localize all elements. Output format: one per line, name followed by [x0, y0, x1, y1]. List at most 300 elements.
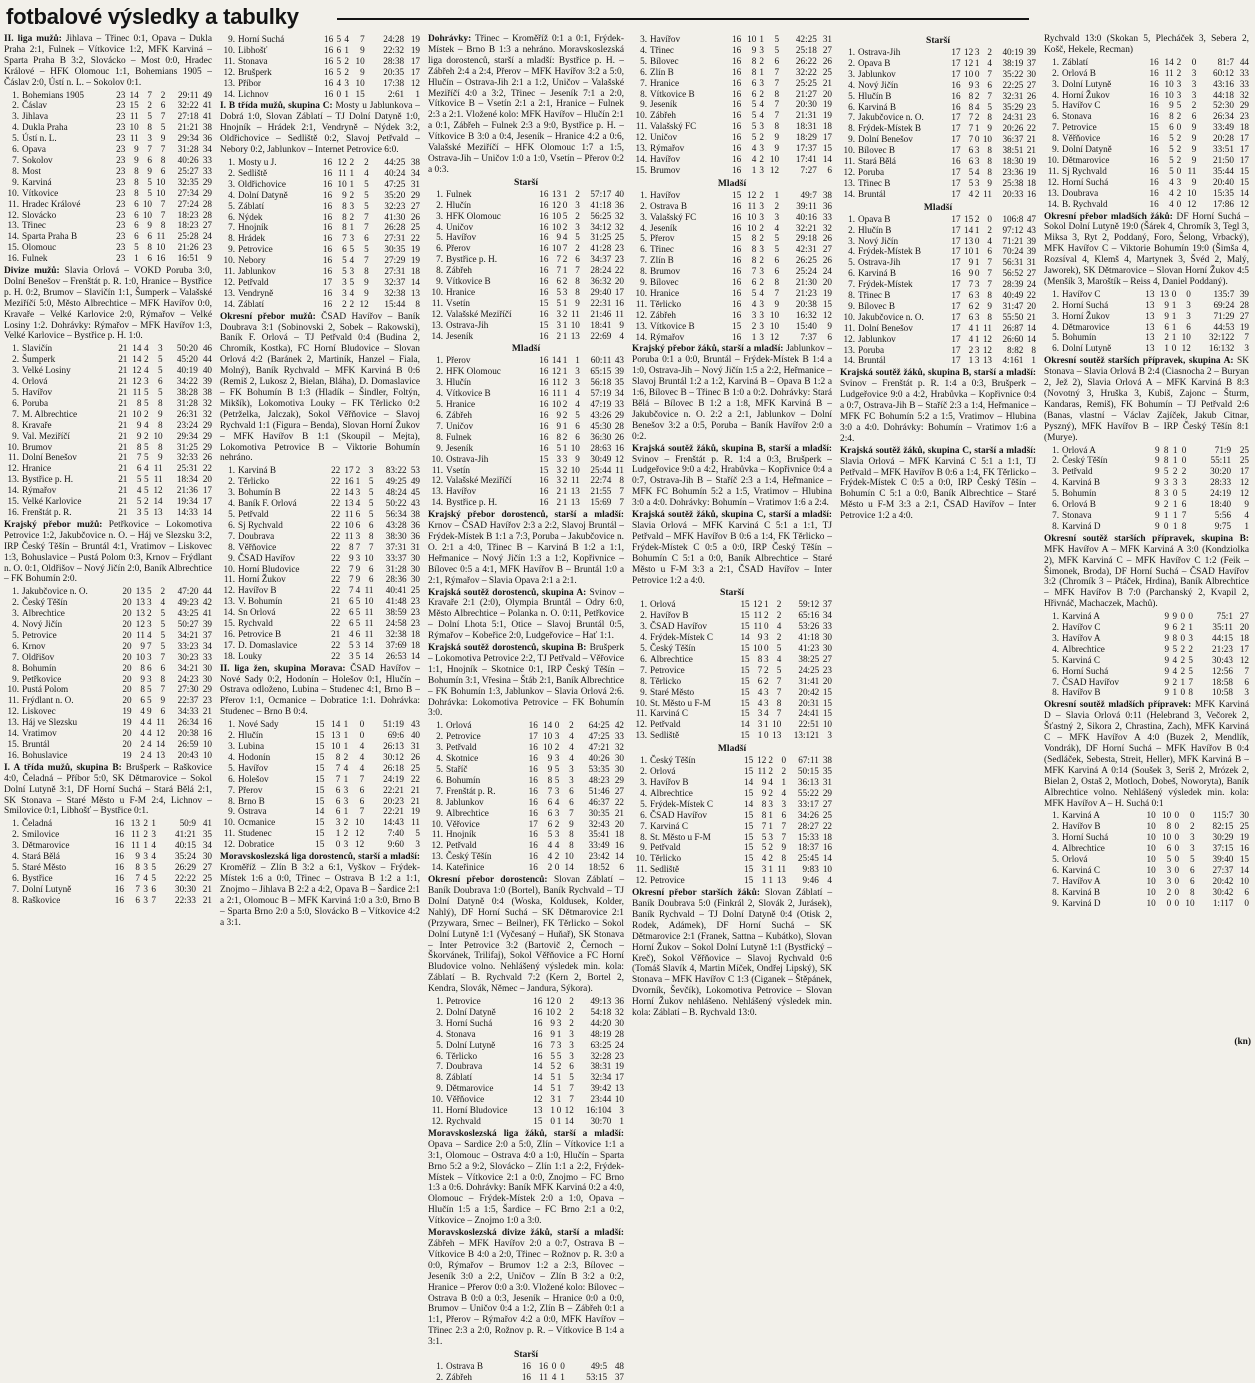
team-name: Karviná B [858, 268, 897, 279]
score: 18:29 [795, 132, 817, 143]
games-played: 16 [528, 764, 538, 774]
games-played: 16 [322, 167, 333, 178]
points: 27 [202, 220, 212, 231]
draws: 2 [143, 818, 148, 829]
team-name: Český Těšín [650, 643, 696, 654]
losses: 5 [364, 189, 369, 200]
points: 41 [202, 111, 212, 122]
table-row [428, 1372, 624, 1383]
team-name: Vítkovice B [650, 88, 695, 99]
wins: 10 [132, 408, 142, 419]
score: 55:11 [1210, 455, 1232, 466]
rank: 2. [1052, 299, 1059, 310]
draws: 2 [349, 189, 355, 200]
rank: 7. [848, 279, 855, 290]
rank: 1. [640, 755, 647, 766]
table-row [840, 189, 1036, 200]
draws: 5 [554, 774, 560, 785]
points: 39 [1026, 246, 1036, 257]
games-played: 16 [322, 266, 333, 277]
draws: 1 [1172, 444, 1178, 455]
points: 19 [1026, 166, 1036, 177]
score: 7:27 [800, 164, 817, 175]
losses: 10 [772, 719, 782, 730]
table-row [428, 232, 624, 243]
points: 19 [614, 1061, 624, 1072]
draws: 0 [1174, 843, 1180, 854]
points: 21 [202, 894, 212, 905]
results-columns [4, 34, 1252, 1382]
table-row [4, 652, 212, 663]
points: 17 [410, 55, 420, 66]
losses: 6 [158, 376, 163, 387]
score: 30:30 [174, 883, 196, 894]
table-row [220, 531, 420, 542]
points: 47 [1026, 213, 1036, 224]
wins: 5 [550, 1072, 556, 1083]
wins: 9 [757, 632, 763, 643]
wins: 9 [968, 257, 974, 268]
draws: 4 [355, 498, 361, 509]
losses: 8 [987, 145, 993, 156]
points: 32 [202, 408, 212, 419]
wins: 8 [757, 653, 763, 664]
points: 31 [822, 777, 832, 787]
wins: 12 [132, 376, 142, 387]
losses: 7 [569, 1083, 574, 1094]
score: 9:75 [1214, 520, 1232, 531]
score: 40:26 [588, 753, 610, 764]
points: 17 [614, 286, 624, 297]
losses: 6 [160, 706, 166, 717]
score: 35:11 [1212, 622, 1233, 633]
team-name: Petrovice [446, 731, 481, 742]
points: 16 [202, 717, 212, 728]
score: 44:25 [384, 156, 406, 167]
points: 36 [410, 519, 420, 530]
team-name: Dětmarovice [22, 840, 70, 851]
games-played: 22 [331, 607, 341, 618]
score: 21:21 [177, 122, 199, 133]
score: 38:31 [590, 1061, 612, 1072]
games-played: 15 [539, 453, 549, 464]
draws: 2 [143, 354, 149, 365]
score: 25:45 [797, 853, 819, 864]
losses: 13 [155, 749, 166, 760]
score: 35:41 [588, 829, 610, 840]
points: 17 [410, 66, 420, 77]
table-row [220, 233, 420, 244]
team-name: Vítkovice [22, 187, 59, 198]
points: 25 [410, 585, 420, 596]
table-row [4, 188, 212, 199]
rank: 8. [640, 88, 647, 99]
points: 30 [1239, 810, 1249, 821]
points: 14 [410, 276, 420, 287]
rank: 9. [228, 244, 235, 255]
table-row [220, 730, 420, 741]
wins: 2 [140, 739, 145, 749]
games-played: 16 [1149, 176, 1159, 187]
table-row [220, 763, 420, 774]
draws: 0 [562, 199, 568, 210]
match-results: ČSAD Havířov – Nové Sady 0:2, Hodonín – Holešov 0:1, Hlučín – Ostrava odloženo, Lubina – Studenec 4:1, Brno B – Přerov 1:1, Ocmanice – Dobratice 1:1. Dohrávka: Studenec – Brno B 0:4. [220, 663, 420, 718]
draws: 0 [1180, 687, 1186, 698]
points: 38 [202, 387, 212, 397]
draws: 3 [147, 673, 152, 684]
score: 36:32 [590, 276, 612, 287]
team-name: Dolní Datyně [446, 1006, 496, 1017]
team-name: Karviná B [1062, 886, 1101, 897]
losses: 2 [781, 766, 787, 777]
losses: 3 [575, 221, 580, 232]
wins: 4 [140, 717, 145, 728]
match-results: Brušperk – Lokomotiva Petrovice 2:2, TJ Petřvald – Věřovice 1:1, Hnojník – Skotnice 0:1, IRP Český Těšín – Bohumín 3:1, Vřesina – Štáb 2:1, Baník Albrechtice – FK Bohumín 1:3, Jablunkov – Slavia Orlová 2:6. Dohrávka: Lokomotiva Petrovice – FK Bohumín 3:0. [428, 643, 624, 719]
losses: 4 [359, 751, 365, 762]
games-played: 23 [116, 176, 126, 187]
games-played: 15 [740, 664, 750, 675]
wins: 9 [968, 268, 974, 279]
wins: 3 [550, 1094, 556, 1105]
games-played: 15 [533, 1116, 543, 1126]
table-row [4, 597, 212, 608]
points: 9 [827, 320, 832, 331]
wins: 4 [336, 77, 342, 88]
score: 18:23 [177, 209, 199, 220]
points: 26 [410, 211, 420, 222]
losses: 8 [1181, 520, 1187, 531]
draws: 0 [1174, 832, 1180, 843]
losses: 7 [781, 820, 787, 831]
standings-table [4, 586, 212, 761]
table-row [4, 485, 212, 496]
score: 24:58 [385, 618, 407, 629]
wins: 1 [1164, 343, 1170, 354]
competition-name: Moravskoslezská liga dorostenců, starší a mladší: [220, 852, 420, 863]
team-name: Poruba [22, 397, 49, 408]
draws: 2 [1176, 111, 1182, 122]
rank: 4. [12, 619, 19, 630]
rank: 1. [228, 465, 235, 476]
games-played: 19 [122, 717, 132, 728]
wins: 6 [134, 198, 139, 209]
wins: 5 [751, 99, 757, 110]
competition-name: Krajský přebor mužů: [4, 519, 103, 530]
wins: 8 [136, 397, 142, 408]
table-row [1044, 666, 1249, 677]
table-row [220, 201, 420, 212]
draws: 1 [1172, 499, 1178, 510]
rank: 9. [12, 430, 19, 441]
wins: 3 [335, 817, 341, 828]
match-results: Krnov – ČSAD Havířov 2:3 a 2:2, Slavoj Bruntál – Frýdek-Místek B 1:1 a 7:3, Poruba – Jakubčovice n. O. 2:1 a 4:0, Třinec B – Karviná B 1:2 a 1:1, Heřmanice – Nový Jičín 1:3 a 1:2, Kopřivnice – Bílovec 0:5 a 4:1, MFK Havířov B – Bruntál 1:0 a 2:1, Rýmařov – Slavia Opava 2:1 a 2:1. [428, 521, 624, 586]
team-name: Nový Jičín [858, 235, 899, 246]
games-played: 16 [539, 265, 549, 276]
draws: 3 [355, 552, 361, 563]
points: 0 [1244, 897, 1249, 908]
losses: 3 [1189, 843, 1195, 854]
losses: 6 [1189, 875, 1195, 886]
draws: 1 [562, 297, 568, 308]
team-name: Bohemians 1905 [22, 89, 85, 100]
draws: 0 [764, 621, 769, 632]
wins: 1 [335, 828, 341, 839]
points: 8 [619, 475, 624, 486]
games-played: 16 [521, 1371, 532, 1382]
losses: 5 [158, 387, 163, 397]
table-row [220, 67, 420, 78]
wins: 9 [136, 430, 142, 441]
wins: 6 [757, 675, 763, 686]
rank: 6. [228, 519, 235, 530]
score: 9:46 [802, 875, 819, 886]
draws: 2 [562, 410, 568, 420]
match-results: Kroměříž – Zlín B 3:2 a 6:1, Vyškov – Frýdek-Místek 1:6 a 0:0, Třinec – Ostrava B 1:2 a 1:1, Znojmo – Jihlava B 2:2 a 4:2, Opava B – Šardice 2:1 a 2:1, Olomouc B – MFK Karviná 1:0 a 3:0, Brno B – Sparta Brno 2:0 a 5:0, Slovácko B – Vítkovice 4:2 a 3:1. [220, 862, 420, 928]
losses: 8 [575, 276, 580, 287]
losses: 11 [571, 475, 580, 486]
team-name: Hlučín B [858, 90, 892, 101]
rank: 1. [436, 1361, 443, 1372]
team-name: Horní Suchá [1062, 299, 1109, 310]
wins: 14 [551, 355, 562, 366]
wins: 10 [747, 34, 757, 44]
games-played: 15 [744, 842, 754, 853]
losses: 5 [364, 178, 369, 189]
wins: 14 [132, 354, 142, 365]
rank: 15. [7, 496, 19, 507]
games-played: 16 [322, 233, 333, 244]
table-row [4, 507, 212, 518]
score: 35:24 [174, 851, 196, 862]
games-played: 22 [331, 519, 341, 530]
games-played: 16 [732, 266, 742, 277]
losses: 9 [158, 452, 163, 463]
games-played: 17 [951, 112, 961, 123]
games-played: 23 [116, 220, 126, 231]
rank: 4. [436, 1028, 443, 1039]
points: 29 [202, 419, 212, 430]
games-played: 16 [732, 200, 742, 211]
draws: 2 [974, 90, 980, 101]
table-row [840, 279, 1036, 290]
wins: 14 [1164, 56, 1174, 67]
team-name: Bohumín [446, 774, 481, 785]
games-played: 16 [323, 55, 334, 66]
losses: 8 [987, 166, 993, 177]
table-row [1044, 898, 1249, 909]
losses: 6 [575, 420, 580, 431]
games-played: 20 [122, 619, 132, 630]
rank: 11. [635, 298, 647, 309]
points: 3 [619, 1105, 624, 1116]
points: 21 [614, 807, 624, 818]
score: 32:35 [177, 176, 199, 187]
wins: 10 [135, 651, 145, 662]
score: 47:25 [588, 731, 610, 742]
wins: 8 [751, 55, 757, 66]
wins: 7 [335, 762, 341, 773]
losses: 6 [987, 79, 993, 90]
losses: 16 [156, 253, 166, 264]
losses: 2 [987, 224, 993, 235]
wins: 13 [331, 730, 341, 741]
games-played: 15 [315, 741, 325, 751]
points: 17 [202, 485, 212, 496]
team-name: Dobratice [238, 839, 275, 850]
losses: 10 [570, 442, 580, 453]
rank: 13. [431, 851, 443, 862]
losses: 5 [1189, 854, 1195, 865]
points: 34 [614, 388, 624, 399]
score: 44:20 [590, 1017, 612, 1028]
table-row [428, 1361, 624, 1372]
points: 29 [614, 410, 624, 420]
rank: 2. [640, 766, 647, 777]
points: 20 [614, 276, 624, 287]
points: 27 [410, 200, 420, 211]
draws: 0 [1172, 488, 1178, 499]
points: 16 [822, 842, 832, 853]
losses: 7 [987, 257, 993, 268]
rank: 1. [640, 189, 647, 200]
points: 22 [1026, 290, 1036, 301]
losses: 6 [160, 165, 166, 176]
rank: 10. [635, 287, 647, 298]
points: 33 [822, 621, 832, 632]
games-played: 9 [1164, 632, 1170, 643]
rank: 6. [228, 773, 235, 784]
table-row [4, 199, 212, 210]
score: 38:25 [798, 653, 820, 664]
team-name: Nový Jičín [22, 619, 63, 630]
table-row [4, 895, 212, 906]
games-played: 9 [1164, 611, 1170, 622]
games-played: 22 [331, 498, 341, 509]
table-row [428, 454, 624, 465]
games-played: 16 [1149, 144, 1159, 155]
score: 32:22 [177, 100, 199, 111]
losses: 11 [983, 188, 993, 199]
points: 17 [614, 1072, 624, 1083]
points: 36 [614, 199, 624, 210]
draws: 3 [759, 266, 764, 277]
points: 14 [1026, 333, 1036, 344]
rank: 6. [12, 872, 19, 883]
draws: 3 [556, 1039, 562, 1050]
table-row [428, 1029, 624, 1040]
losses: 13 [776, 875, 787, 886]
games-played: 16 [1149, 89, 1159, 100]
draws: 2 [554, 818, 560, 829]
points: 33 [1239, 78, 1249, 89]
score: 20:31 [798, 697, 820, 708]
rank: 8. [848, 123, 855, 134]
losses: 6 [1189, 864, 1195, 875]
wins: 13 [344, 498, 354, 509]
losses: 10 [1187, 187, 1197, 198]
rank: 8. [12, 662, 19, 673]
team-name: Havířov C [1062, 622, 1101, 633]
draws: 3 [349, 233, 355, 244]
rank: 3. [640, 621, 647, 632]
table-row [428, 320, 624, 331]
team-name: Dětmarovice [1062, 321, 1110, 332]
category-heading: Starší [926, 35, 950, 46]
draws: 5 [143, 441, 149, 452]
points: 23 [202, 695, 212, 706]
team-name: Fulnek [22, 253, 48, 264]
losses: 11 [1187, 165, 1197, 176]
score: 50:22 [385, 498, 407, 509]
draws: 2 [355, 465, 361, 476]
draws: 1 [343, 773, 349, 784]
rank: 13. [1047, 187, 1059, 198]
score: 22:22 [174, 872, 196, 883]
games-played: 14 [533, 1061, 543, 1072]
losses: 10 [156, 176, 166, 187]
losses: 6 [575, 254, 580, 265]
points: 9 [619, 319, 624, 330]
table-row [220, 629, 420, 640]
draws: 2 [974, 188, 980, 199]
losses: 2 [774, 200, 780, 211]
table-row [428, 200, 624, 211]
rank: 5. [1052, 332, 1059, 343]
table-row [220, 487, 420, 498]
draws: 1 [556, 1072, 562, 1083]
points: 32 [822, 222, 832, 233]
draws: 3 [759, 200, 764, 211]
rank: 7. [228, 530, 235, 541]
rank: 11. [223, 266, 235, 277]
rank: 1. [1052, 611, 1059, 622]
draws: 3 [554, 829, 560, 840]
losses: 6 [1181, 499, 1187, 510]
draws: 3 [759, 143, 764, 154]
score: 37:15 [1212, 843, 1234, 854]
team-name: Karviná [22, 176, 52, 187]
match-results: SK Stonava – Slavia Orlová B 2:4 (Ciasnocha 2 – Buryan 2, Jež 2), Slavia Orlová A – MFK Karviná B 8:3 (Novotný 3, Hruška 3, Kubiš, Zajonc – Šturm, Kandaras, Remiš), FK Bohumín – TJ Petřvald 2:6 (Banas, vlastní – Václav Zajíček, Jakub Citnar, Pyszný), MFK Havířov B – IRP Český Těšín 8:1 (Murye). [1044, 356, 1249, 443]
column-1 [4, 34, 212, 1046]
points: 30 [410, 552, 420, 563]
competition-name: Okresní soutěž starších přípravek, skupina B: [1044, 533, 1249, 544]
score: 24:23 [177, 673, 199, 684]
team-name: HFK Olomouc [446, 366, 501, 377]
draws: 1 [556, 1116, 562, 1126]
draws: 5 [147, 187, 152, 198]
table-row [220, 796, 420, 807]
rank: 3. [436, 377, 443, 388]
score: 36:30 [590, 431, 612, 442]
wins: 3 [556, 464, 562, 475]
draws: 0 [1174, 864, 1180, 875]
wins: 12 [551, 199, 562, 210]
team-name: Rýmařov [650, 143, 685, 154]
wins: 9 [550, 1017, 556, 1028]
points: 53 [410, 465, 420, 476]
table-row [428, 432, 624, 443]
points: 35 [202, 829, 212, 840]
wins: 5 [1169, 133, 1174, 144]
score: 18:23 [177, 220, 199, 231]
points: 6 [827, 331, 832, 342]
table-row [632, 730, 832, 741]
points: 23 [822, 664, 832, 675]
score: 45:30 [590, 420, 612, 431]
score: 25:28 [177, 231, 199, 242]
score: 28:24 [590, 265, 612, 276]
column-2 [220, 34, 420, 1046]
